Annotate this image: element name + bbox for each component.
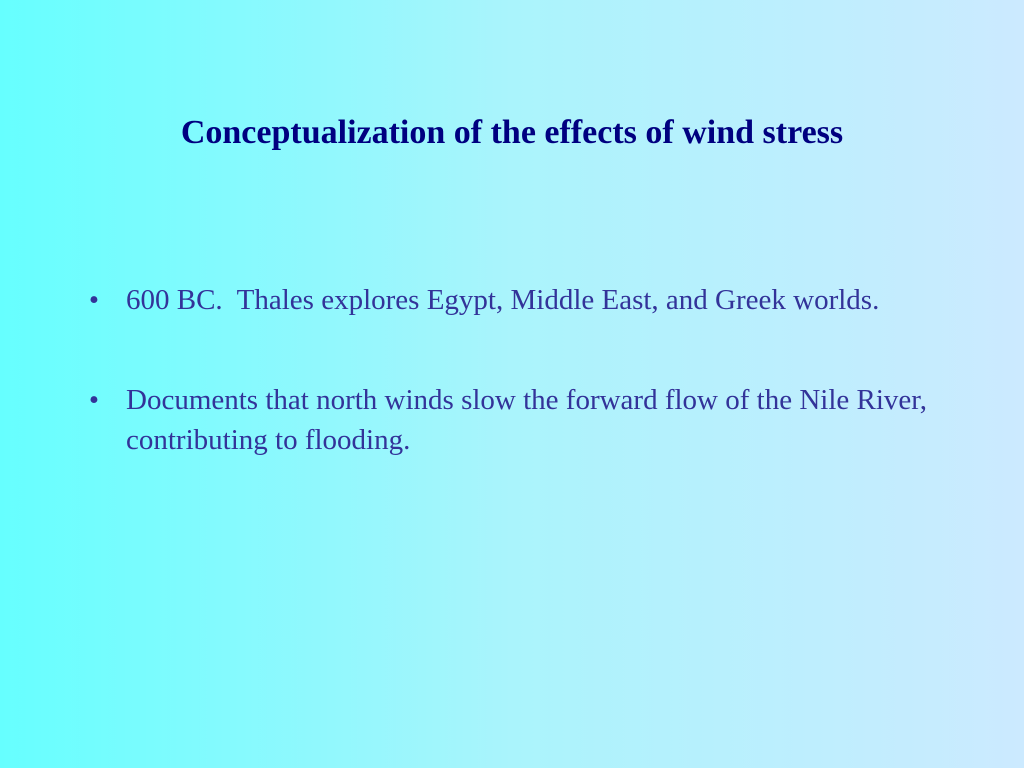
- bullet-text: 600 BC. Thales explores Egypt, Middle East, and Greek worlds.: [126, 284, 880, 316]
- bullet-icon: •: [88, 284, 100, 316]
- bullet-icon: •: [88, 384, 100, 416]
- bullet-list: [84, 280, 944, 520]
- slide-title: Conceptualization of the effects of wind stress: [180, 114, 844, 151]
- bullet-text: Documents that north winds slow the forward flow of the Nile River, contributing to flooding.: [126, 384, 928, 456]
- bullet-item: [84, 380, 944, 460]
- bullet-item: [84, 280, 944, 320]
